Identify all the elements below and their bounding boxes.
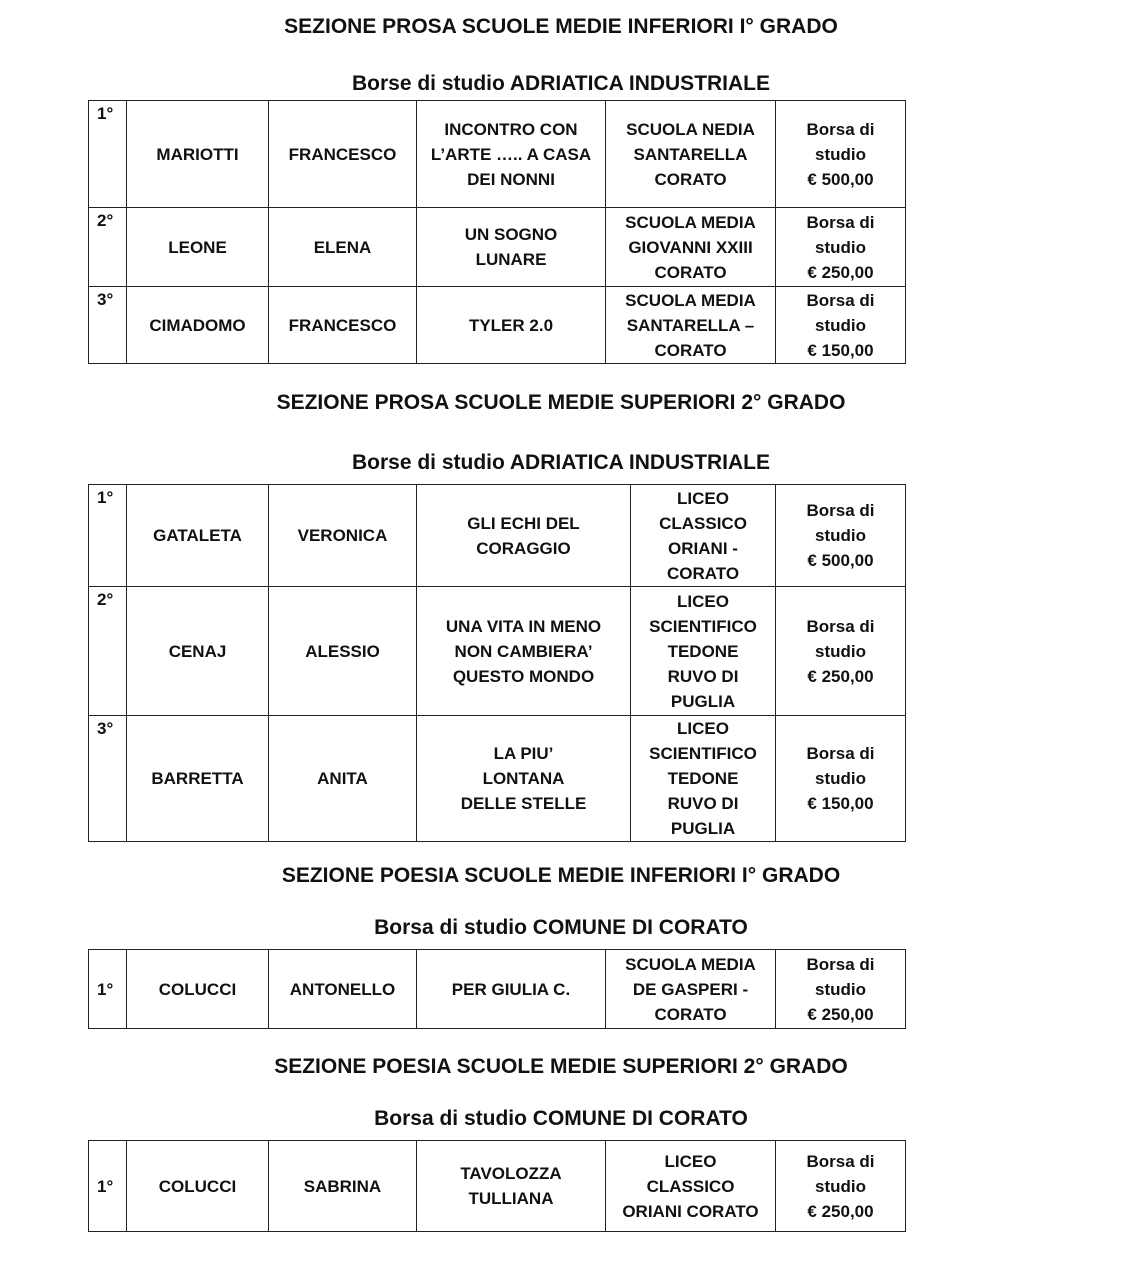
- school-cell: [631, 716, 776, 842]
- prize-line: studio: [815, 769, 866, 788]
- school-line: LICEO: [664, 1151, 717, 1171]
- school-line: TEDONE: [667, 641, 739, 661]
- prize-line: studio: [815, 1176, 866, 1196]
- work-title-line: GLI ECHI DEL: [467, 513, 580, 533]
- rank-cell: 1°: [89, 101, 127, 208]
- school-cell: [606, 287, 776, 364]
- prize-line: € 500,00: [807, 169, 874, 189]
- name-cell: SABRINA: [269, 1141, 417, 1232]
- school-line: CORATO: [666, 563, 740, 583]
- section-4-title: SEZIONE POESIA SCUOLE MEDIE SUPERIORI 2° GRADO: [274, 1055, 848, 1078]
- name-cell: FRANCESCO: [269, 101, 417, 208]
- work-title-line: UNA VITA IN MENO: [445, 616, 602, 636]
- work-title-line: DELLE STELLE: [460, 794, 587, 813]
- school-line: SCUOLA MEDIA: [625, 212, 756, 232]
- prize-line: Borsa di: [806, 744, 875, 763]
- school-line: SCUOLA NEDIA: [626, 119, 755, 139]
- section-2-subtitle: Borse di studio ADRIATICA INDUSTRIALE: [351, 451, 771, 474]
- work-title-cell: [417, 101, 606, 208]
- school-line: SCUOLA MEDIA: [625, 954, 756, 974]
- rank-cell: 3°: [89, 287, 127, 364]
- work-title-line: TYLER 2.0: [468, 315, 554, 335]
- rank-cell: 2°: [89, 587, 127, 716]
- prize-line: studio: [815, 237, 866, 257]
- prize-line: studio: [815, 641, 866, 661]
- name-cell: ELENA: [269, 208, 417, 287]
- work-title-line: LONTANA: [482, 769, 565, 788]
- school-line: TEDONE: [667, 769, 739, 788]
- work-title-cell: [417, 485, 631, 587]
- work-title-line: LUNARE: [475, 250, 547, 269]
- rank-cell: 2°: [89, 208, 127, 287]
- prize-line: Borsa di: [806, 119, 875, 139]
- table-row: [89, 950, 906, 1029]
- school-line: PUGLIA: [670, 691, 736, 711]
- section-4-table: [88, 1140, 906, 1232]
- prize-line: € 150,00: [807, 794, 874, 813]
- school-line: PUGLIA: [670, 819, 736, 838]
- prize-cell: [776, 287, 906, 364]
- prize-line: € 150,00: [807, 340, 874, 360]
- surname-cell: LEONE: [127, 208, 269, 287]
- work-title-line: PER GIULIA C.: [451, 979, 571, 999]
- prize-line: Borsa di: [806, 290, 875, 310]
- section-4-subtitle: Borsa di studio COMUNE DI CORATO: [374, 1107, 748, 1130]
- name-cell: FRANCESCO: [269, 287, 417, 364]
- school-line: GIOVANNI XXIII: [628, 237, 753, 257]
- work-title-line: L’ARTE ….. A CASA: [430, 144, 592, 164]
- surname-cell: BARRETTA: [127, 716, 269, 842]
- school-cell: [606, 1141, 776, 1232]
- school-line: CORATO: [654, 262, 727, 282]
- surname-cell: GATALETA: [127, 485, 269, 587]
- rank-cell: 1°: [89, 485, 127, 587]
- prize-line: € 250,00: [807, 262, 874, 282]
- table-row: [89, 587, 906, 716]
- table-row: [89, 208, 906, 287]
- table-row: [89, 1141, 906, 1232]
- section-1-subtitle: Borse di studio ADRIATICA INDUSTRIALE: [351, 72, 771, 95]
- prize-line: € 250,00: [807, 666, 874, 686]
- school-line: SANTARELLA: [633, 144, 748, 164]
- section-3-title: SEZIONE POESIA SCUOLE MEDIE INFERIORI I° GRADO: [281, 864, 841, 887]
- work-title-cell: [417, 287, 606, 364]
- prize-cell: [776, 485, 906, 587]
- prize-cell: [776, 1141, 906, 1232]
- section-1-table: [88, 100, 906, 364]
- work-title-line: UN SOGNO: [464, 225, 558, 244]
- prize-line: € 250,00: [807, 1201, 874, 1221]
- school-line: LICEO: [677, 719, 729, 738]
- school-line: SCUOLA MEDIA: [625, 290, 756, 310]
- work-title-line: DEI NONNI: [467, 169, 555, 189]
- work-title-cell: [417, 208, 606, 287]
- school-line: CORATO: [654, 169, 727, 189]
- work-title-line: TAVOLOZZA: [460, 1164, 562, 1183]
- work-title-cell: [417, 950, 606, 1029]
- name-cell: ALESSIO: [269, 587, 417, 716]
- table-row: [89, 287, 906, 364]
- section-3-table: [88, 949, 906, 1029]
- table-row: [89, 716, 906, 842]
- school-cell: [606, 950, 776, 1029]
- school-line: ORIANI CORATO: [622, 1201, 759, 1221]
- school-cell: [631, 485, 776, 587]
- work-title-line: INCONTRO CON: [444, 119, 578, 139]
- prize-line: Borsa di: [806, 616, 875, 636]
- name-cell: VERONICA: [269, 485, 417, 587]
- prize-line: Borsa di: [806, 501, 875, 520]
- school-line: ORIANI -: [668, 538, 738, 558]
- school-line: SANTARELLA –: [626, 315, 755, 335]
- prize-cell: [776, 101, 906, 208]
- name-cell: ANITA: [269, 716, 417, 842]
- surname-cell: COLUCCI: [127, 1141, 269, 1232]
- surname-cell: CENAJ: [127, 587, 269, 716]
- name-cell: ANTONELLO: [269, 950, 417, 1029]
- prize-cell: [776, 587, 906, 716]
- prize-line: Borsa di: [806, 212, 875, 232]
- school-line: CLASSICO: [659, 513, 747, 533]
- school-line: RUVO DI: [667, 794, 739, 813]
- rank-cell: 3°: [89, 716, 127, 842]
- school-line: CORATO: [654, 340, 727, 360]
- prize-line: Borsa di: [806, 954, 875, 974]
- section-1-title: SEZIONE PROSA SCUOLE MEDIE INFERIORI I° GRADO: [284, 15, 838, 38]
- prize-line: studio: [815, 144, 866, 164]
- school-cell: [606, 101, 776, 208]
- school-line: SCIENTIFICO: [649, 744, 757, 763]
- prize-cell: [776, 950, 906, 1029]
- section-2-table: [88, 484, 906, 842]
- school-cell: [606, 208, 776, 287]
- school-line: SCIENTIFICO: [649, 616, 757, 636]
- prize-cell: [776, 716, 906, 842]
- prize-cell: [776, 208, 906, 287]
- rank-cell: 1°: [89, 950, 127, 1029]
- surname-cell: MARIOTTI: [127, 101, 269, 208]
- school-line: CORATO: [654, 1004, 727, 1024]
- surname-cell: COLUCCI: [127, 950, 269, 1029]
- prize-line: Borsa di: [806, 1151, 875, 1171]
- work-title-line: NON CAMBIERA’: [454, 641, 593, 661]
- school-line: LICEO: [677, 591, 729, 611]
- school-line: DE GASPERI -: [632, 979, 749, 999]
- school-line: RUVO DI: [667, 666, 739, 686]
- prize-line: € 500,00: [807, 551, 874, 570]
- work-title-line: QUESTO MONDO: [452, 666, 595, 686]
- school-line: LICEO: [677, 488, 729, 508]
- school-line: CLASSICO: [646, 1176, 735, 1196]
- school-cell: [631, 587, 776, 716]
- work-title-cell: [417, 716, 631, 842]
- rank-cell: 1°: [89, 1141, 127, 1232]
- work-title-cell: [417, 1141, 606, 1232]
- work-title-line: TULLIANA: [468, 1189, 554, 1208]
- prize-line: € 250,00: [807, 1004, 874, 1024]
- section-3-subtitle: Borsa di studio COMUNE DI CORATO: [374, 916, 748, 939]
- prize-line: studio: [815, 315, 866, 335]
- section-2-title: SEZIONE PROSA SCUOLE MEDIE SUPERIORI 2° GRADO: [276, 391, 846, 414]
- work-title-cell: [417, 587, 631, 716]
- work-title-line: CORAGGIO: [476, 538, 571, 558]
- table-row: [89, 101, 906, 208]
- prize-line: studio: [815, 526, 866, 545]
- prize-line: studio: [815, 979, 866, 999]
- work-title-line: LA PIU’: [493, 744, 554, 763]
- table-row: [89, 485, 906, 587]
- surname-cell: CIMADOMO: [127, 287, 269, 364]
